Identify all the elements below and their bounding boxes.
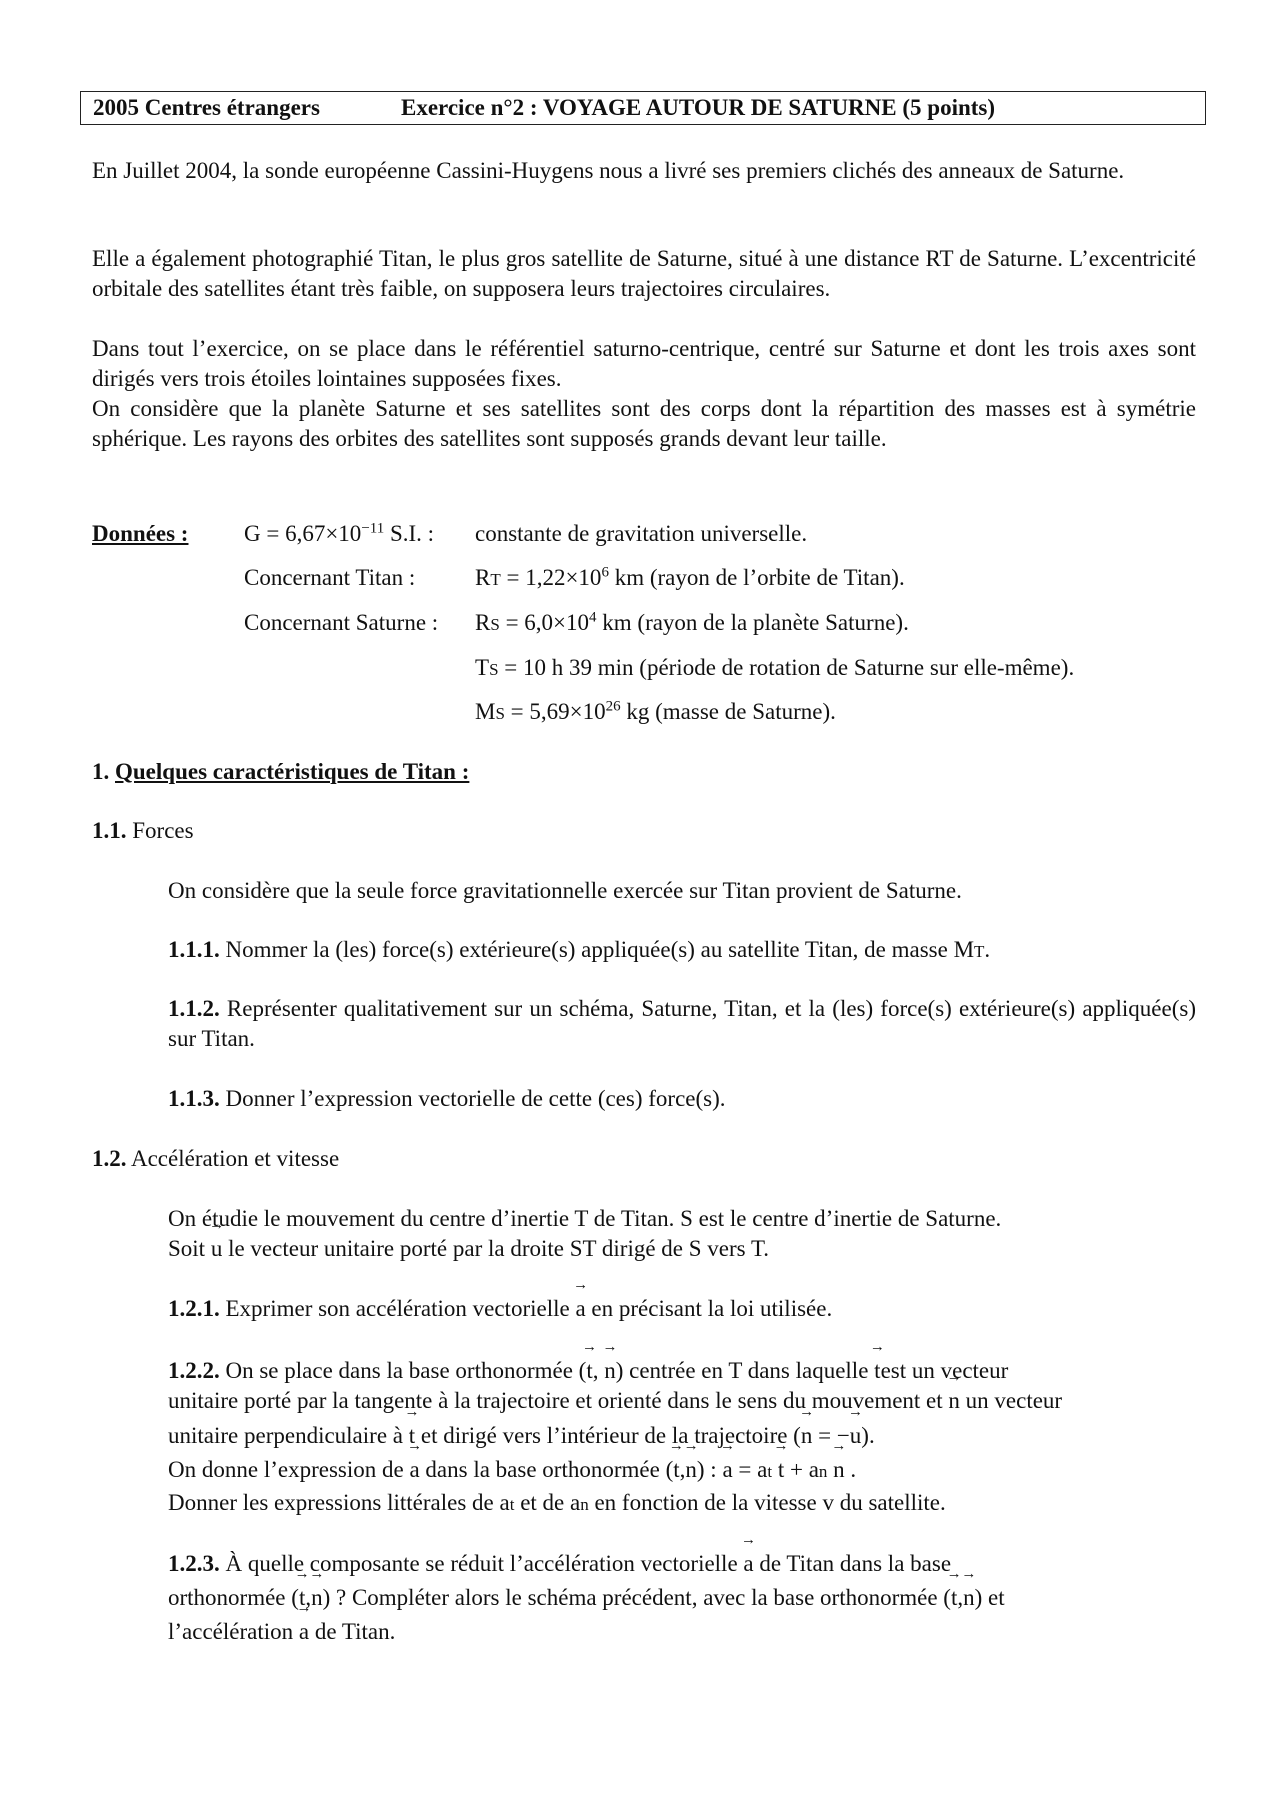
q122-l1-b: ) centrée en T dans laquelle [615, 1358, 875, 1383]
ts-symbol: T [475, 655, 490, 680]
section-1-number: 1. [92, 759, 110, 784]
q112-number: 1.1.2. [168, 996, 220, 1021]
section-1-2-title: Accélération et vitesse [126, 1146, 340, 1171]
donnees-label-text: Données : [92, 521, 189, 546]
q123-line-3 [168, 1617, 395, 1647]
rs-desc: km (rayon de la planète Saturne). [596, 610, 909, 635]
q113-text: Donner l’expression vectorielle de cette (ces) force(s). [219, 1086, 726, 1111]
q122-l4-a: On donne l’expression de [168, 1457, 410, 1482]
vector-n: → n [801, 1421, 813, 1451]
titan-rt [475, 563, 905, 595]
vector-u: → u [850, 1421, 862, 1451]
q122-line-2 [168, 1386, 1062, 1416]
intro-p2-text: Elle a également photographié Titan, le plus gros satellite de Saturne, situé à une distance RT de Saturne. L’excentricité orbitale des satellites étant très faible, on supposera leurs trajectoires circulaires. [92, 246, 1196, 301]
rt-subscript: T [490, 570, 501, 589]
q122-l5-b: et de a [514, 1490, 581, 1515]
section-1-title: Quelques caractéristiques de Titan : [115, 759, 470, 784]
header-exercise-title: Exercice n°2 : VOYAGE AUTOUR DE SATURNE (5 points) [401, 95, 996, 120]
q121-number: 1.2.1. [168, 1296, 220, 1321]
vector-a: → a [299, 1617, 309, 1647]
vector-t: → t [586, 1356, 592, 1386]
section-1-2-heading [92, 1144, 339, 1174]
q122-number: 1.2.2. [168, 1358, 220, 1383]
intro-paragraph-3: Dans tout l’exercice, on se place dans le référentiel saturno-centrique, centré sur Saturne et dont les trois axes sont dirigés vers trois étoiles lointaines supposées fixes. [92, 336, 1196, 391]
intro-paragraph-4: On considère que la planète Saturne et ses satellites sont des corps dont la répartition des masses est à symétrie sphérique. Les rayons des orbites des satellites sont supposés grands devant leur taille. [92, 396, 1196, 451]
section-1-2-number: 1.2. [92, 1146, 127, 1171]
q113-number: 1.1.3. [168, 1086, 220, 1111]
q111-end: . [984, 937, 991, 962]
ts-desc: = 10 h 39 min (période de rotation de Saturne sur elle-même). [498, 655, 1075, 680]
vector-a: → a [409, 1455, 419, 1485]
ms-subscript: S [495, 704, 505, 723]
q122-l1-c: est un vecteur [880, 1358, 1009, 1383]
g-exponent: −11 [361, 520, 385, 537]
q123-l2-a: orthonormée ( [168, 1585, 299, 1610]
vector-a: → a [743, 1549, 753, 1579]
header-source: 2005 Centres étrangers [93, 95, 320, 120]
q123-l3-a: l’accélération [168, 1619, 299, 1644]
donnees-g-desc: constante de gravitation universelle. [475, 521, 808, 546]
vector-u: → u [211, 1234, 223, 1264]
question-1-1-2 [168, 994, 1196, 1054]
rs-value: = 6,0×10 [499, 610, 590, 635]
subscript-t: t [767, 1462, 773, 1481]
saturne-label: Concernant Saturne : [244, 610, 439, 635]
g-unit: S.I. : [384, 521, 435, 546]
g-value: G = 6,67×10 [244, 521, 362, 546]
q123-l1-b: de Titan dans la base [753, 1551, 952, 1576]
q122-line-5 [168, 1488, 946, 1520]
exercise-header [80, 91, 1206, 125]
s12-l2-start: Soit [168, 1236, 211, 1261]
vector-n: → n [685, 1455, 697, 1485]
q122-l4-e: + a [784, 1457, 819, 1482]
question-1-1-3 [168, 1084, 1196, 1114]
vector-a: → a [722, 1455, 732, 1485]
rt-exponent: 6 [601, 564, 609, 581]
section-1-1-number: 1.1. [92, 818, 127, 843]
q122-l2-a: unitaire porté par la tangente à la trajectoire et orienté dans le sens du mouvement et [168, 1388, 949, 1413]
ms-desc: kg (masse de Saturne). [620, 699, 836, 724]
q121-text-start: Exprimer son accélération vectorielle [219, 1296, 576, 1321]
section-1-1-title: Forces [126, 818, 194, 843]
vector-n: → n [604, 1356, 616, 1386]
q122-line-3 [168, 1421, 875, 1451]
q122-l4-d: = a [732, 1457, 768, 1482]
vector-t: → t [778, 1455, 784, 1485]
question-1-1-1 [168, 935, 1196, 967]
subscript-t: t [509, 1495, 515, 1514]
q112-text: Représenter qualitativement sur un schéma, Saturne, Titan, et la (les) force(s) extérieure(s) appliquée(s) sur Titan. [168, 996, 1196, 1051]
saturne-ts [475, 653, 1074, 685]
vector-n: → n [833, 1455, 845, 1485]
q121-text-end: en précisant la loi utilisée. [585, 1296, 833, 1321]
rt-symbol: R [475, 565, 491, 590]
vector-a: → a [575, 1294, 585, 1324]
q122-l5-c: en fonction de la vitesse v du satellite. [588, 1490, 946, 1515]
rt-desc: km (rayon de l’orbite de Titan). [608, 565, 905, 590]
rs-symbol: R [475, 610, 491, 635]
ms-symbol: M [475, 699, 496, 724]
q111-number: 1.1.1. [168, 937, 220, 962]
q123-line-1 [168, 1549, 951, 1579]
rs-subscript: S [490, 615, 500, 634]
vector-n: → n [963, 1583, 975, 1613]
ts-subscript: S [489, 660, 499, 679]
vector-t: → t [409, 1421, 415, 1451]
rt-value: = 1,22×10 [500, 565, 602, 590]
rs-exponent: 4 [589, 609, 597, 626]
q122-l1-a: On se place dans la base orthonormée ( [219, 1358, 587, 1383]
q122-line-1: 1.2.2. On se place dans la base orthonormée (→ t, → n) centrée en T dans laquelle → test un vecteur [168, 1356, 1008, 1386]
vector-t: → t [951, 1583, 957, 1613]
q122-l4-f: . [844, 1457, 857, 1482]
q122-l3-d: ). [861, 1423, 875, 1448]
section-1-1-intro: On considère que la seule force gravitationnelle exercée sur Titan provient de Saturne. [168, 878, 962, 903]
q122-l4-b: dans la base orthonormée ( [419, 1457, 674, 1482]
subscript-n: n [818, 1462, 828, 1481]
q122-l3-a: unitaire perpendiculaire à [168, 1423, 409, 1448]
q123-l3-b: de Titan. [309, 1619, 396, 1644]
q122-l3-b: et dirigé vers l’intérieur de la trajectoire ( [415, 1423, 801, 1448]
intro-paragraph-2 [92, 244, 1196, 304]
q123-l2-c: ) et [974, 1585, 1005, 1610]
q123-number: 1.2.3. [168, 1551, 220, 1576]
section-1-heading [92, 757, 469, 787]
section-1-2-line-2 [168, 1234, 769, 1264]
s12-l2-end: le vecteur unitaire porté par la droite ST dirigé de S vers T. [222, 1236, 770, 1261]
q122-l2-b: un vecteur [959, 1388, 1063, 1413]
vector-n: → n [948, 1386, 960, 1416]
subscript-n: n [580, 1495, 589, 1514]
q123-l1-a: À quelle composante se réduit l’accélération vectorielle [219, 1551, 744, 1576]
q122-line-4: On donne l’expression de → a dans la base orthonormée (→ t,→ n) : → a = at → t + an → n . [168, 1455, 856, 1487]
q111-text: Nommer la (les) force(s) extérieure(s) appliquée(s) au satellite Titan, de masse M [219, 937, 975, 962]
q123-l2-b: ) ? Compléter alors le schéma précédent, avec la base orthonormée ( [322, 1585, 951, 1610]
donnees-g [244, 519, 434, 549]
ms-value: = 5,69×10 [504, 699, 606, 724]
donnees-label [92, 519, 188, 549]
ms-exponent: 26 [605, 698, 621, 715]
q123-line-2: orthonormée (→ t,→ n) ? Compléter alors le schéma précédent, avec la base orthonormée (→ t,→ n) et [168, 1583, 1005, 1613]
intro-paragraph-1: En Juillet 2004, la sonde européenne Cassini-Huygens nous a livré ses premiers clichés des anneaux de Saturne. [92, 158, 1125, 183]
saturne-ms [475, 697, 836, 729]
q111-subscript: T [974, 942, 985, 961]
saturne-rs [475, 608, 909, 640]
q122-l3-c: = − [812, 1423, 850, 1448]
q122-l4-c: ) : [696, 1457, 723, 1482]
section-1-2-line-1: On étudie le mouvement du centre d’inertie T de Titan. S est le centre d’inertie de Saturne. [168, 1206, 1002, 1231]
q122-l5-a: Donner les expressions littérales de a [168, 1490, 510, 1515]
vector-t: → t [874, 1356, 880, 1386]
vector-n: → n [311, 1583, 323, 1613]
section-1-1-heading [92, 816, 194, 846]
vector-t: → t [299, 1583, 305, 1613]
titan-label: Concernant Titan : [244, 565, 416, 590]
vector-t: → t [673, 1455, 679, 1485]
question-1-2-1 [168, 1294, 1196, 1324]
